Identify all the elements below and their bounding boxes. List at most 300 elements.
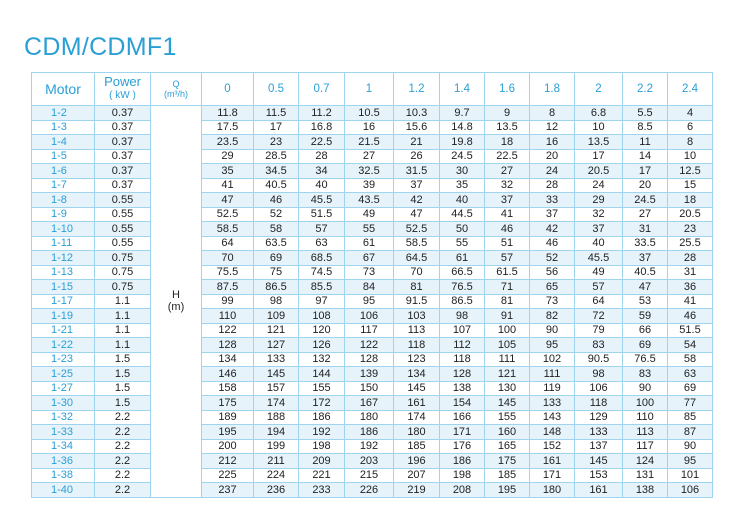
motor-power: 0.37	[95, 135, 151, 150]
head-value: 61.5	[485, 265, 530, 280]
head-value: 152	[530, 439, 575, 454]
head-value: 37	[394, 178, 440, 193]
motor-model: 1-36	[32, 454, 95, 469]
head-value: 33	[530, 193, 575, 208]
head-value: 11	[623, 135, 668, 150]
motor-power: 2.2	[95, 454, 151, 469]
head-value: 84	[345, 280, 394, 295]
head-value: 64	[202, 236, 254, 251]
header-flow-label: 0	[224, 83, 231, 95]
head-value: 155	[485, 410, 530, 425]
head-value: 175	[202, 396, 254, 411]
head-value: 101	[668, 468, 713, 483]
head-value: 42	[530, 222, 575, 237]
head-value: 172	[299, 396, 345, 411]
head-value: 24.5	[623, 193, 668, 208]
motor-power: 0.37	[95, 178, 151, 193]
header-power-unit: ( kW )	[109, 90, 136, 101]
head-value: 36	[668, 280, 713, 295]
head-value: 43.5	[345, 193, 394, 208]
head-value: 18	[668, 193, 713, 208]
table-row	[32, 483, 713, 498]
head-value: 192	[345, 439, 394, 454]
head-value: 20.5	[668, 207, 713, 222]
head-value: 40	[575, 236, 623, 251]
head-value: 119	[530, 381, 575, 396]
head-value: 145	[575, 454, 623, 469]
table-row	[32, 236, 713, 251]
table-row	[32, 352, 713, 367]
head-value: 29	[575, 193, 623, 208]
head-value: 174	[394, 410, 440, 425]
head-value: 66.5	[440, 265, 485, 280]
table-row	[32, 396, 713, 411]
head-value: 13.5	[575, 135, 623, 150]
head-value: 31.5	[394, 164, 440, 179]
head-value: 207	[394, 468, 440, 483]
motor-power: 2.2	[95, 439, 151, 454]
head-value: 9.7	[440, 106, 485, 121]
head-value: 52.5	[394, 222, 440, 237]
head-value: 198	[299, 439, 345, 454]
head-value: 145	[394, 381, 440, 396]
head-value: 40.5	[623, 265, 668, 280]
head-value: 8.5	[623, 120, 668, 135]
table-row	[32, 207, 713, 222]
head-value: 20.5	[575, 164, 623, 179]
motor-power: 1.1	[95, 338, 151, 353]
head-value: 194	[254, 425, 299, 440]
head-value: 219	[394, 483, 440, 498]
head-value: 50	[440, 222, 485, 237]
table-row	[32, 193, 713, 208]
motor-model: 1-21	[32, 323, 95, 338]
motor-power: 0.75	[95, 251, 151, 266]
motor-power: 2.2	[95, 468, 151, 483]
head-value: 137	[575, 439, 623, 454]
head-value: 95	[668, 454, 713, 469]
head-value: 117	[345, 323, 394, 338]
head-value: 209	[299, 454, 345, 469]
head-value: 153	[575, 468, 623, 483]
motor-power: 2.2	[95, 483, 151, 498]
head-value: 44.5	[440, 207, 485, 222]
head-value: 47	[202, 193, 254, 208]
head-value: 52.5	[202, 207, 254, 222]
head-value: 47	[623, 280, 668, 295]
motor-model: 1-8	[32, 193, 95, 208]
head-value: 23	[254, 135, 299, 150]
head-value: 129	[575, 410, 623, 425]
motor-model: 1-25	[32, 367, 95, 382]
head-value: 12	[530, 120, 575, 135]
head-value: 90	[668, 439, 713, 454]
head-value: 109	[254, 309, 299, 324]
table-row	[32, 367, 713, 382]
head-value: 120	[299, 323, 345, 338]
motor-model: 1-40	[32, 483, 95, 498]
head-value: 103	[394, 309, 440, 324]
head-value: 195	[202, 425, 254, 440]
head-value: 106	[575, 381, 623, 396]
header-flow-label: 1	[365, 83, 373, 95]
motor-model: 1-38	[32, 468, 95, 483]
head-value: 198	[440, 468, 485, 483]
head-value: 100	[623, 396, 668, 411]
head-value: 99	[202, 294, 254, 309]
head-value: 74.5	[299, 265, 345, 280]
head-value: 57	[299, 222, 345, 237]
head-value: 131	[623, 468, 668, 483]
header-flow	[440, 73, 485, 106]
head-value: 150	[345, 381, 394, 396]
head-value: 77	[668, 396, 713, 411]
table-row	[32, 323, 713, 338]
head-value: 71	[485, 280, 530, 295]
head-value: 72	[575, 309, 623, 324]
head-value: 70	[394, 265, 440, 280]
head-value: 66	[623, 323, 668, 338]
head-value: 85	[668, 410, 713, 425]
head-value: 111	[530, 367, 575, 382]
head-value: 79	[575, 323, 623, 338]
head-value: 113	[394, 323, 440, 338]
table-row	[32, 164, 713, 179]
table-row	[32, 309, 713, 324]
head-value: 17	[575, 149, 623, 164]
motor-power: 2.2	[95, 425, 151, 440]
motor-model: 1-5	[32, 149, 95, 164]
head-value: 23.5	[202, 135, 254, 150]
head-value: 81	[394, 280, 440, 295]
head-value: 65	[530, 280, 575, 295]
head-value: 97	[299, 294, 345, 309]
motor-model: 1-17	[32, 294, 95, 309]
head-value: 73	[345, 265, 394, 280]
head-value: 10.3	[394, 106, 440, 121]
head-value: 46	[254, 193, 299, 208]
head-value: 148	[530, 425, 575, 440]
head-value: 69	[254, 251, 299, 266]
motor-model: 1-22	[32, 338, 95, 353]
head-value: 192	[299, 425, 345, 440]
head-value: 236	[254, 483, 299, 498]
head-value: 165	[485, 439, 530, 454]
head-value: 110	[623, 410, 668, 425]
head-value: 42	[394, 193, 440, 208]
head-value: 91.5	[394, 294, 440, 309]
header-flow	[299, 73, 345, 106]
head-value: 211	[254, 454, 299, 469]
motor-model: 1-7	[32, 178, 95, 193]
head-value: 68.5	[299, 251, 345, 266]
head-value: 37	[485, 193, 530, 208]
motor-power: 2.2	[95, 410, 151, 425]
head-value: 69	[623, 338, 668, 353]
head-value: 133	[575, 425, 623, 440]
table-row	[32, 149, 713, 164]
head-value: 91	[485, 309, 530, 324]
head-value: 58.5	[202, 222, 254, 237]
head-value: 123	[394, 352, 440, 367]
header-flow	[530, 73, 575, 106]
head-value: 15.6	[394, 120, 440, 135]
head-value: 29	[202, 149, 254, 164]
head-value: 118	[440, 352, 485, 367]
head-value: 56	[530, 265, 575, 280]
head-value: 24.5	[440, 149, 485, 164]
performance-table	[31, 72, 713, 498]
head-value: 160	[485, 425, 530, 440]
head-value: 6	[668, 120, 713, 135]
head-value: 81	[485, 294, 530, 309]
motor-model: 1-32	[32, 410, 95, 425]
head-value: 117	[623, 439, 668, 454]
head-value: 63.5	[254, 236, 299, 251]
head-value: 134	[202, 352, 254, 367]
motor-power: 0.75	[95, 280, 151, 295]
motor-model: 1-15	[32, 280, 95, 295]
head-value: 186	[299, 410, 345, 425]
head-value: 23	[668, 222, 713, 237]
head-value: 46	[668, 309, 713, 324]
header-motor-label: Motor	[45, 81, 81, 97]
table-row	[32, 106, 713, 121]
header-flow	[485, 73, 530, 106]
head-value: 134	[394, 367, 440, 382]
head-value: 20	[623, 178, 668, 193]
head-value: 41	[202, 178, 254, 193]
head-value: 69	[668, 381, 713, 396]
motor-power: 0.55	[95, 236, 151, 251]
head-value: 70	[202, 251, 254, 266]
head-value: 138	[440, 381, 485, 396]
motor-power: 0.55	[95, 222, 151, 237]
head-value: 176	[440, 439, 485, 454]
head-value: 106	[345, 309, 394, 324]
head-value: 18	[485, 135, 530, 150]
head-value: 130	[485, 381, 530, 396]
motor-model: 1-13	[32, 265, 95, 280]
head-value: 128	[345, 352, 394, 367]
head-value: 22.5	[299, 135, 345, 150]
header-flow-label: 2	[595, 83, 602, 95]
head-value: 95	[345, 294, 394, 309]
motor-model: 1-4	[32, 135, 95, 150]
head-value: 61	[440, 251, 485, 266]
head-value: 90.5	[575, 352, 623, 367]
head-value: 27	[623, 207, 668, 222]
head-value: 17	[623, 164, 668, 179]
head-value: 127	[254, 338, 299, 353]
motor-power: 0.55	[95, 193, 151, 208]
head-value: 51.5	[299, 207, 345, 222]
head-value: 9	[485, 106, 530, 121]
head-value: 10	[668, 149, 713, 164]
head-value: 161	[575, 483, 623, 498]
head-value: 215	[345, 468, 394, 483]
table-row	[32, 425, 713, 440]
head-value: 76.5	[623, 352, 668, 367]
head-value: 145	[254, 367, 299, 382]
head-value: 34.5	[254, 164, 299, 179]
head-value: 14.8	[440, 120, 485, 135]
header-flow	[254, 73, 299, 106]
head-value: 171	[440, 425, 485, 440]
table-row	[32, 120, 713, 135]
table-title: CDM/CDMF1	[24, 33, 177, 61]
head-value: 17.5	[202, 120, 254, 135]
head-value: 49	[345, 207, 394, 222]
head-value: 226	[345, 483, 394, 498]
head-value: 45.5	[299, 193, 345, 208]
head-value: 208	[440, 483, 485, 498]
head-value: 11.2	[299, 106, 345, 121]
head-value: 31	[623, 222, 668, 237]
head-value: 34	[299, 164, 345, 179]
head-value: 221	[299, 468, 345, 483]
head-value: 90	[623, 381, 668, 396]
head-value: 126	[299, 338, 345, 353]
motor-power: 0.37	[95, 106, 151, 121]
motor-power: 1.1	[95, 309, 151, 324]
head-value: 237	[202, 483, 254, 498]
motor-power: 1.5	[95, 352, 151, 367]
head-value: 144	[299, 367, 345, 382]
head-value: 27	[485, 164, 530, 179]
head-value: 16	[530, 135, 575, 150]
head-value: 124	[623, 454, 668, 469]
motor-power: 1.5	[95, 396, 151, 411]
table-row	[32, 222, 713, 237]
head-value: 30	[440, 164, 485, 179]
head-value: 233	[299, 483, 345, 498]
head-value: 15	[668, 178, 713, 193]
head-value: 86.5	[254, 280, 299, 295]
head-value: 195	[485, 483, 530, 498]
head-value: 28	[530, 178, 575, 193]
head-value: 199	[254, 439, 299, 454]
header-power-label: Power	[104, 74, 141, 89]
motor-model: 1-12	[32, 251, 95, 266]
head-value: 83	[623, 367, 668, 382]
head-value: 180	[394, 425, 440, 440]
head-value: 166	[440, 410, 485, 425]
head-value: 90	[530, 323, 575, 338]
head-value: 105	[485, 338, 530, 353]
head-value: 85.5	[299, 280, 345, 295]
head-value: 24	[530, 164, 575, 179]
head-value: 108	[299, 309, 345, 324]
head-value: 146	[202, 367, 254, 382]
head-value: 5.5	[623, 106, 668, 121]
head-value: 87.5	[202, 280, 254, 295]
head-label-cell	[151, 106, 202, 498]
head-value: 19.8	[440, 135, 485, 150]
head-value: 40.5	[254, 178, 299, 193]
head-value: 133	[254, 352, 299, 367]
table-row	[32, 251, 713, 266]
head-value: 76.5	[440, 280, 485, 295]
table-row	[32, 294, 713, 309]
head-value: 58	[254, 222, 299, 237]
head-value: 41	[485, 207, 530, 222]
head-value: 32	[575, 207, 623, 222]
head-value: 21	[394, 135, 440, 150]
header-flow	[202, 73, 254, 106]
head-value: 200	[202, 439, 254, 454]
motor-model: 1-27	[32, 381, 95, 396]
head-value: 185	[485, 468, 530, 483]
head-value: 35	[202, 164, 254, 179]
motor-power: 0.37	[95, 164, 151, 179]
table-row	[32, 381, 713, 396]
head-value: 145	[485, 396, 530, 411]
head-value: 225	[202, 468, 254, 483]
motor-power: 1.5	[95, 367, 151, 382]
head-value: 83	[575, 338, 623, 353]
head-value: 107	[440, 323, 485, 338]
head-value: 27	[345, 149, 394, 164]
head-value: 143	[530, 410, 575, 425]
header-flow	[394, 73, 440, 106]
head-value: 24	[575, 178, 623, 193]
motor-model: 1-6	[32, 164, 95, 179]
head-value: 118	[394, 338, 440, 353]
head-value: 111	[485, 352, 530, 367]
head-value: 58	[668, 352, 713, 367]
head-value: 58.5	[394, 236, 440, 251]
head-value: 75	[254, 265, 299, 280]
table-header	[32, 73, 713, 106]
head-value: 35	[440, 178, 485, 193]
head-value: 51.5	[668, 323, 713, 338]
motor-model: 1-34	[32, 439, 95, 454]
head-value: 55	[440, 236, 485, 251]
head-value: 174	[254, 396, 299, 411]
head-value: 64.5	[394, 251, 440, 266]
head-value: 224	[254, 468, 299, 483]
header-q-label: Q	[172, 79, 180, 89]
head-value: 186	[345, 425, 394, 440]
head-value: 41	[668, 294, 713, 309]
motor-model: 1-33	[32, 425, 95, 440]
head-value: 128	[202, 338, 254, 353]
head-value: 138	[623, 483, 668, 498]
head-value: 203	[345, 454, 394, 469]
motor-model: 1-9	[32, 207, 95, 222]
head-value: 52	[530, 251, 575, 266]
table-body	[32, 106, 713, 498]
head-value: 171	[530, 468, 575, 483]
table-row	[32, 280, 713, 295]
head-value: 47	[394, 207, 440, 222]
head-value: 20	[530, 149, 575, 164]
head-value: 98	[254, 294, 299, 309]
head-value: 113	[623, 425, 668, 440]
motor-model: 1-2	[32, 106, 95, 121]
header-flow	[668, 73, 713, 106]
table-row	[32, 439, 713, 454]
head-value: 98	[575, 367, 623, 382]
head-value: 32.5	[345, 164, 394, 179]
header-flow	[575, 73, 623, 106]
motor-power: 0.55	[95, 207, 151, 222]
motor-model: 1-30	[32, 396, 95, 411]
head-value: 16.8	[299, 120, 345, 135]
head-value: 31	[668, 265, 713, 280]
head-value: 12.5	[668, 164, 713, 179]
